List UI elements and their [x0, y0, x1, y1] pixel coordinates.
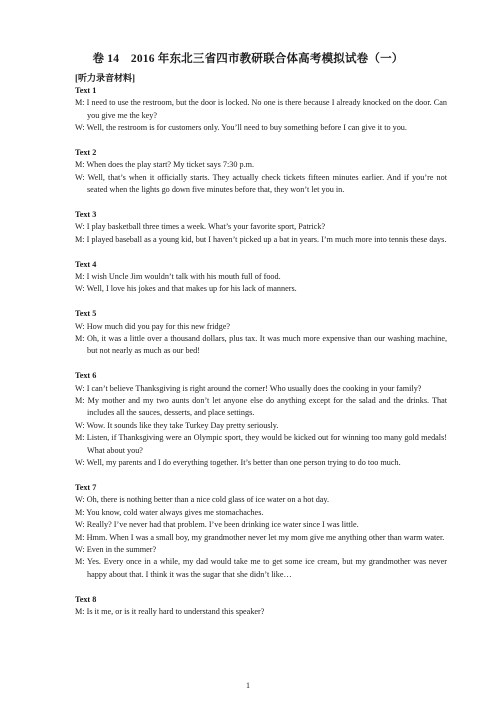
- text-heading: Text 3: [75, 210, 97, 220]
- dialogue-line: W: Wow. It sounds like they take Turkey Day pretty seriously.: [75, 420, 279, 430]
- text-heading: Text 6: [75, 371, 97, 381]
- transcript-block: [75, 147, 447, 197]
- dialogue-line: M: Oh, it was a little over a thousand dollars, plus tax. It was much more expensive than our washing machine, but not nearly as much as our bed!: [75, 334, 447, 356]
- transcript-block: [75, 482, 447, 581]
- transcript-block: [75, 308, 447, 358]
- transcript-block: [75, 85, 447, 135]
- dialogue-line: M: You know, cold water always gives me stomachaches.: [75, 507, 264, 517]
- dialogue-line: M: I need to use the restroom, but the door is locked. No one is there because I already knocked on the door. Can you give me the key?: [75, 98, 447, 120]
- transcript-block: [75, 370, 447, 469]
- dialogue-line: M: Is it me, or is it really hard to understand this speaker?: [75, 606, 265, 616]
- dialogue-line: W: Well, the restroom is for customers only. You’ll need to buy something before I can give it to you.: [75, 123, 407, 133]
- text-heading: Text 4: [75, 259, 97, 269]
- dialogue-line: W: Really? I’ve never had that problem. I’ve been drinking ice water since I was little.: [75, 520, 359, 530]
- text-heading: Text 5: [75, 309, 97, 319]
- dialogue-line: M: Listen, if Thanksgiving were an Olympic sport, they would be kicked out for winning too many gold medals! What about you?: [75, 433, 447, 455]
- dialogue-line: M: Hmm. When I was a small boy, my grandmother never let my mom give me anything other than warm water.: [75, 532, 445, 542]
- text-heading: Text 8: [75, 594, 97, 604]
- dialogue-line: W: I play basketball three times a week. What’s your favorite sport, Patrick?: [75, 222, 326, 232]
- transcript-block: [75, 594, 447, 619]
- text-heading: Text 7: [75, 482, 97, 492]
- dialogue-line: M: I played baseball as a young kid, but I haven’t picked up a bat in years. I’m much more into tennis these days.: [75, 234, 447, 244]
- transcript-content: [75, 85, 447, 618]
- transcript-block: [75, 209, 447, 246]
- dialogue-line: M: My mother and my two aunts don’t let anyone else do anything except for the salad and the drinks. That includes all the sauces, desserts, and place settings.: [75, 396, 447, 418]
- dialogue-line: W: Well, I love his jokes and that makes up for his lack of manners.: [75, 284, 297, 294]
- transcript-block: [75, 259, 447, 296]
- dialogue-line: M: When does the play start? My ticket says 7:30 p.m.: [75, 160, 255, 170]
- text-heading: Text 2: [75, 148, 97, 158]
- dialogue-line: M: Yes. Every once in a while, my dad would take me to get some ice cream, but my grandmother was never happy about that. I think it was the sugar that she didn’t like…: [75, 557, 447, 579]
- section-label: [听力录音材料]: [75, 73, 135, 83]
- dialogue-line: W: Well, that’s when it officially starts. They actually check tickets fifteen minutes earlier. And if you’re not seated when the lights go down five minutes before that, they won’t let you in.: [75, 172, 447, 195]
- document-title: 卷 14 2016 年东北三省四市教研联合体高考模拟试卷（一）: [92, 53, 404, 65]
- dialogue-line: W: Well, my parents and I do everything together. It’s better than one person trying to do too much.: [75, 458, 401, 468]
- text-heading: Text 1: [75, 86, 97, 95]
- dialogue-line: W: I can’t believe Thanksgiving is right around the corner! Who usually does the cooking in your family?: [75, 383, 422, 393]
- page-number: 1: [246, 681, 250, 690]
- dialogue-line: W: Even in the summer?: [75, 544, 157, 554]
- dialogue-line: W: How much did you pay for this new fridge?: [75, 321, 230, 331]
- dialogue-line: M: I wish Uncle Jim wouldn’t talk with his mouth full of food.: [75, 272, 281, 282]
- dialogue-line: W: Oh, there is nothing better than a nice cold glass of ice water on a hot day.: [75, 495, 330, 505]
